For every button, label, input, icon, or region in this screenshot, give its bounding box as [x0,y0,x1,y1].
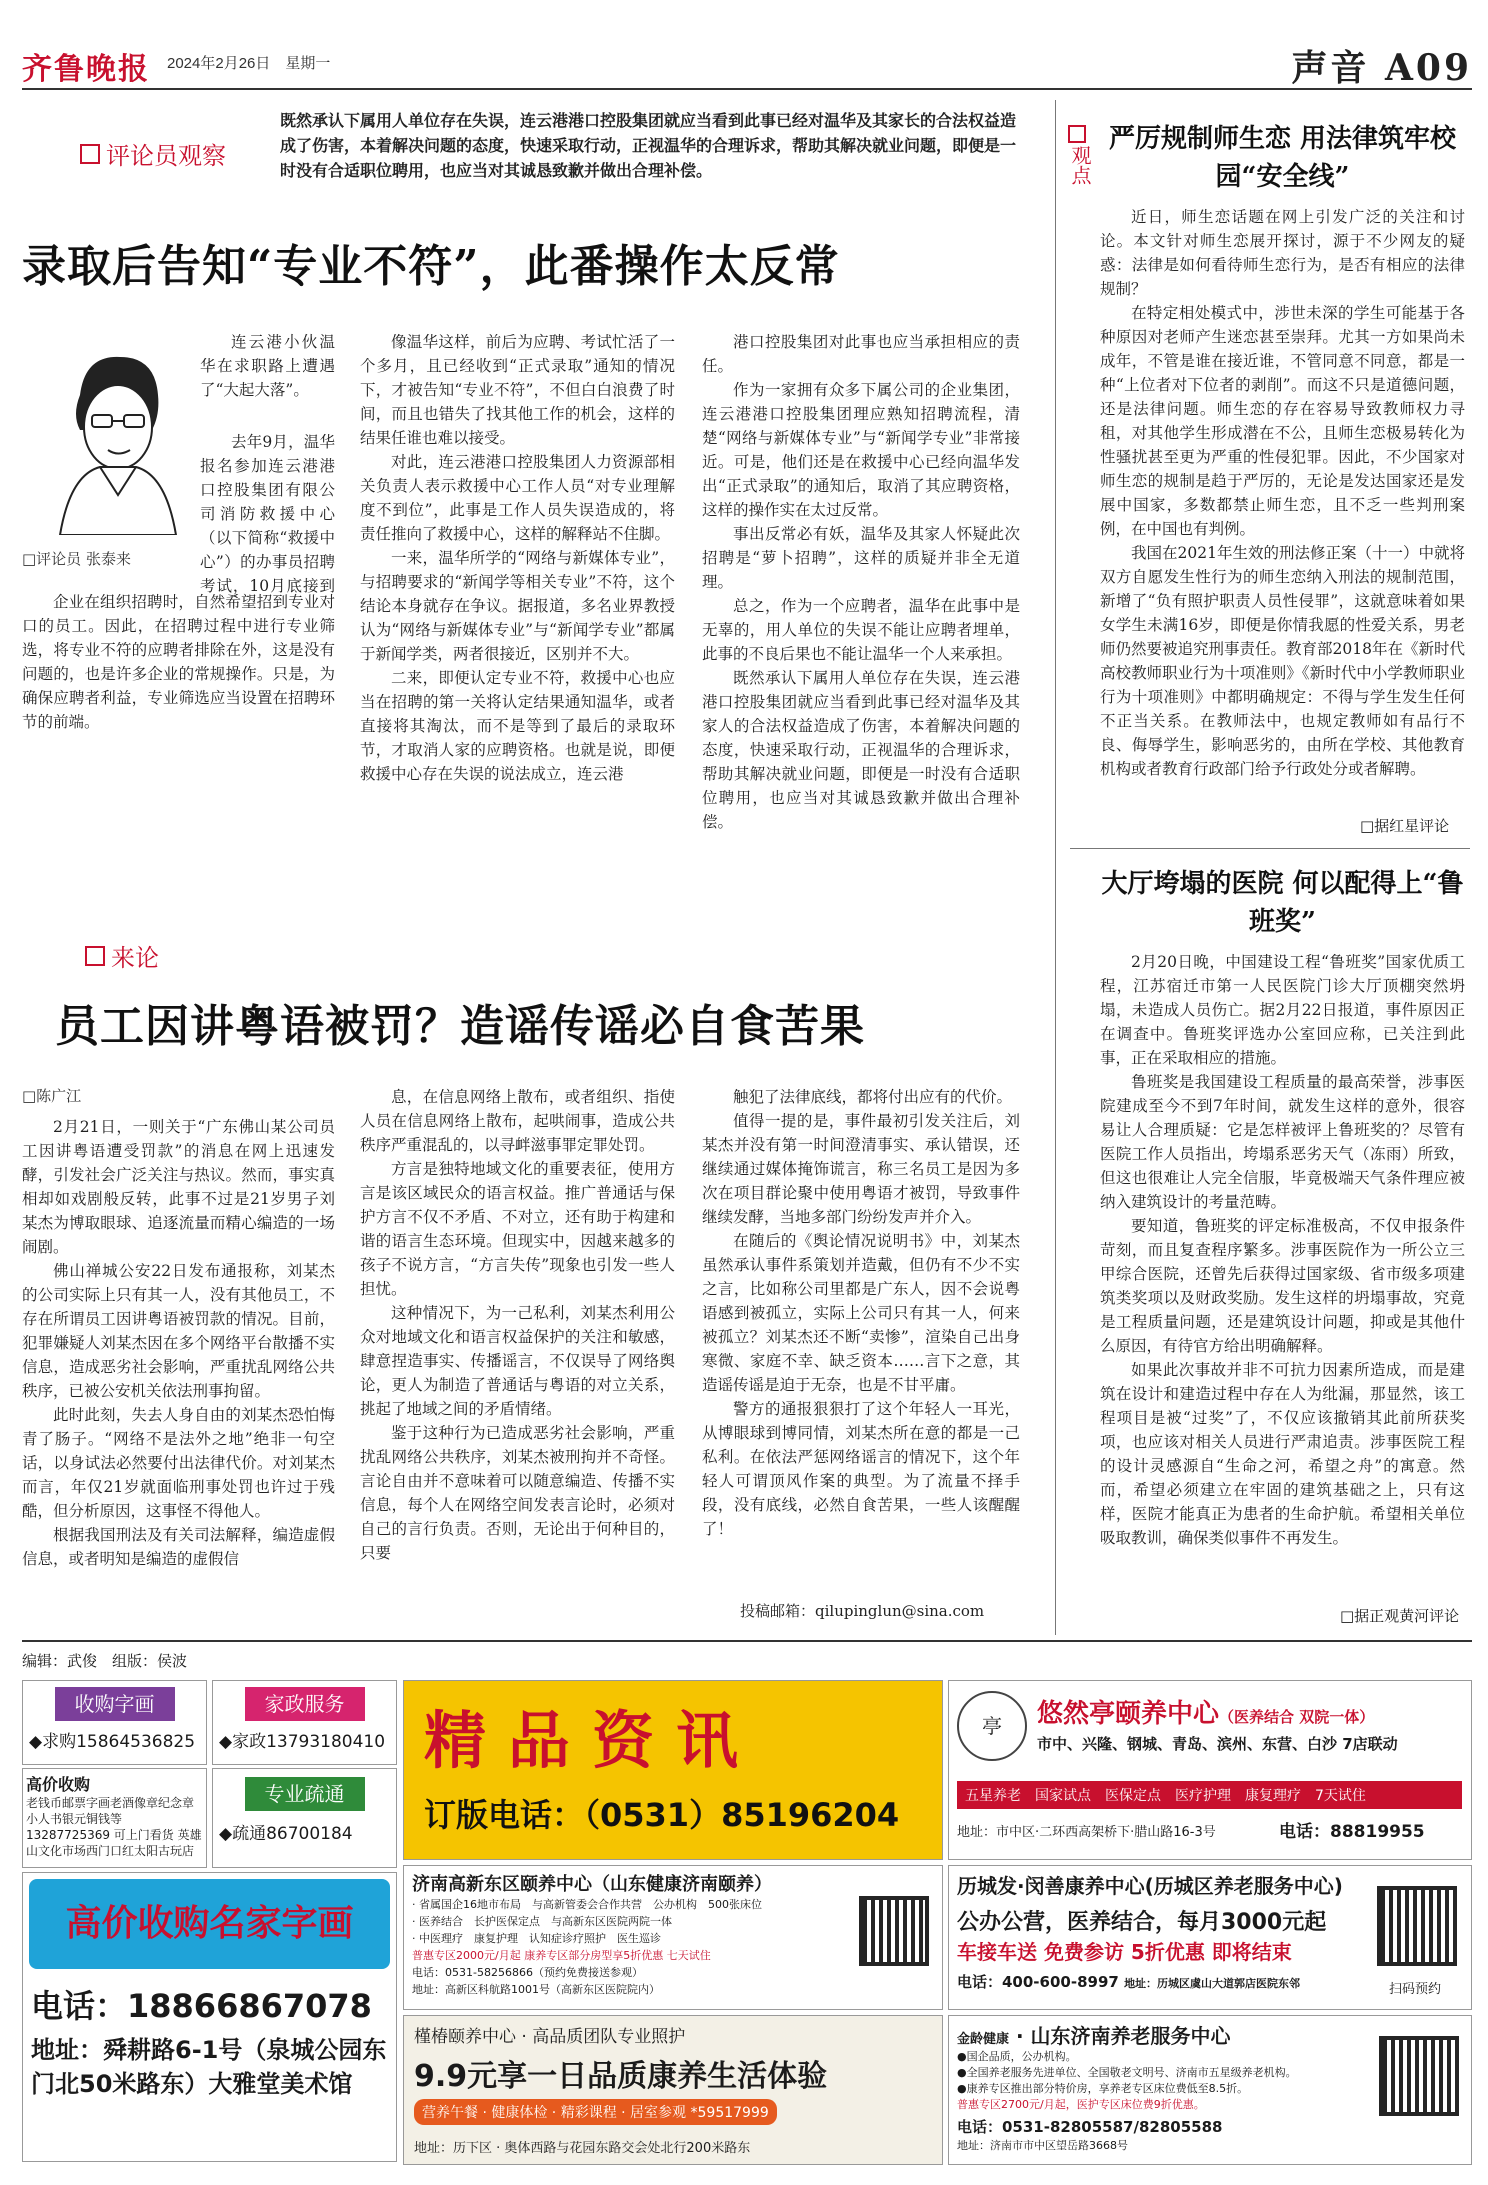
lead-col3 [702,330,1020,910]
paragraph: 企业在组织招聘时，自然希望招到专业对口的员工。因此，在招聘过程中进行专业筛选，将专业不符的应聘者排除在外，这是没有问题的，也是许多企业的常规操作。只是，为确保应聘者利益，专业筛选应当设置在招聘环节的前端。 [22,593,335,731]
second-tag [85,938,159,973]
paragraph: 像温华这样，前后为应聘、考试忙活了一个多月，且已经收到“正式录取”通知的情况下，才被告知“专业不符”，不但白白浪费了时间，而且也错失了找其他工作的机会，这样的结果任谁也难以接受。 [360,333,675,447]
ad-phone: 电话：400-600-8997 [957,1973,1119,1991]
ads-divider [22,1640,1472,1642]
ad-headline: 9.9元享一日品质康养生活体验 [414,2059,828,2094]
author-portrait [40,335,190,535]
paragraph: 警方的通报狠狠打了这个年轻人一耳光，从博眼球到博同情，刘某杰所在意的都是一己私利。在依法严惩网络谣言的情况下，这个年轻人可谓顶风作案的典型。为了流量不择手段，没有底线，必然自食苦果，一些人该醒醒了！ [702,1400,1020,1538]
ad-lines [412,1896,802,1998]
ad-jinchun-care [403,2015,943,2165]
paragraph: 去年9月，温华报名参加连云港港口控股集团有限公司消防救援中心（以下简称“救援中心”）的办事员招聘考试，10月底接到 [200,433,335,595]
ad-phone: 订版电话：（0531）85196204 [424,1796,900,1834]
paragraph: 我国在2021年生效的刑法修正案（十一）中就将双方自愿发生性行为的师生恋纳入刑法的规制范围，新增了“负有照护职责人员性侵罪”，这就意味着如果女学生未满16岁，即便是你情我愿的性爱关系，男老师仍然要被追究刑事责任。教育部2018年在《新时代高校教师职业行为十项准则》《新时代中小学教师职业行为十项准则》中都明确规定：不得与学生发生任何不正当关系。在教师法中，也规定教师如有品行不良、侮辱学生，影响恶劣的，由所在学校、其他教育机构或者教育行政部门给予行政处分或者解聘。 [1100,544,1465,778]
ad-address: 地址：高新区科航路1001号（高新东区医院院内） [412,1983,660,1996]
side1-body [1100,205,1465,815]
ad-jinan-elder-care: 金龄健康 · 山东济南养老服务中心 ●国企品质，公办机构。 ●全国养老服务先进单位、全国敬老文明号、济南市五星级养老机构。 ●康养专区推出部分特价房，享养老专区床位费低至8.5折。 普惠专区2700元/月起，医护专区床位费9折优惠。 电话：0531-82805587/82805588 地址：济南市市中区望岳路3668号 [948,2015,1472,2165]
ad-address: 地址：市中区·二环西高架桥下·腊山路16-3号 [957,1825,1216,1840]
issue-date [167,52,330,73]
paragraph: 此时此刻，失去人身自由的刘某杰恐怕悔青了肠子。“网络不是法外之地”绝非一句空话，以身试法必然要付出法律代价。对刘某杰而言，年仅21岁就面临刑事处罚也许过于残酷，但分析原因，这事怪不得他人。 [22,1406,335,1520]
ad-line: ●全国养老服务先进单位、全国敬老文明号、济南市五星级养老机构。 [957,2066,1297,2079]
lead-col1-rest [22,590,335,910]
paragraph: 在随后的《舆论情况说明书》中，刘某杰虽然承认事件系策划并造戴，但仍有不少不实之言，比如称公司里都是广东人，因不会说粤语感到被孤立，实际上公司只有其一人，何来被孤立？刘某杰还不断“卖惨”，渲染自己出身寒微、家庭不幸、缺乏资本……言下之意，其造谣传谣是迫于无奈，也是不甘平庸。 [702,1232,1020,1394]
ad-line: · 中医理疗 康复护理 认知症诊疗照护 医生巡诊 [412,1932,661,1945]
paragraph: 连云港小伙温华在求职路上遭遇了“大起大落”。 [200,333,335,399]
lead-col1-wrap [200,430,335,595]
ad-banner: 营养午餐 · 健康体检 · 精彩课程 · 居室参观 *59517999 [414,2099,777,2125]
tag-box-icon [80,144,100,164]
ad-buy-antiques [22,1768,207,1868]
tag-box-icon [85,946,105,966]
side1-title: 严厉规制师生恋 用法律筑牢校园“安全线” [1108,124,1457,192]
ad-housekeeping [212,1680,397,1765]
paragraph: 如果此次事故并非不可抗力因素所造成，而是建筑在设计和建造过程中存在人为纰漏，那显然，该工程项目是被“过奖”了，不仅应该撤销其此前所获奖项，也应该对相关人员进行严肃追责。涉事医院工程的设计灵感源自“生命之河，希望之舟”的寓意。然而，希望必须建立在牢固的建筑基础之上，只有这样，医院才能真正为患者的生命护航。希望相关单位吸取教训，确保类似事件不再发生。 [1100,1361,1465,1547]
side2-title: 大厅垮塌的医院 何以配得上“鲁班奖” [1101,869,1464,937]
ad-text: ◆家政13793180410 [219,1732,386,1752]
ad-price: 普惠专区2000元/月起 康养专区部分房型享5折优惠 七天试住 [412,1949,711,1962]
paragraph: 触犯了法律底线，都将付出应有的代价。 [733,1088,1013,1106]
paragraph: 根据我国刑法及有关司法解释，编造虚假信息，或者明知是编造的虚假信 [22,1526,335,1568]
lead-tag [80,136,226,171]
ad-title: 山东济南养老服务中心 [1030,2024,1231,2048]
ad-text: ◆求购15864536825 [29,1732,196,1752]
side-divider [1070,848,1470,849]
ad-text: ◆疏通86700184 [219,1824,353,1844]
lead-title: 录取后告知“专业不符”，此番操作太反常 [22,241,840,292]
ad-title: 收购字画 [55,1687,175,1721]
ad-phone: 电话：88819955 [1279,1822,1425,1842]
ad-subtitle: （医养结合 双院一体） [1219,1708,1375,1726]
paragraph: 这种情况下，为一己私利，刘某杰利用公众对地域文化和语言权益保护的关注和敏感，肆意捏造事实、传播谣言，不仅误导了网络舆论，更人为制造了普通话与粤语的对立关系，挑起了地域之间的矛盾情绪。 [360,1304,675,1418]
scan-label: 扫码预约 [1389,1982,1442,1997]
ad-address: 地址：历下区 · 奥体西路与花园东路交会处北行200米路东 [414,2141,751,2156]
section-label [1291,40,1472,91]
paragraph: 2月21日，一则关于“广东佛山某公司员工因讲粤语遭受罚款”的消息在网上迅速发酵，引发社会广泛关注与热议。然而，事实真相却如戏剧般反转，此事不过是21岁男子刘某杰为博取眼球、追逐流量而精心编造的一场闹剧。 [22,1118,335,1256]
paragraph: 佛山禅城公安22日发布通报称，刘某杰的公司实际上只有其一人，没有其他员工，不存在所谓员工因讲粤语被罚款的情况。目前，犯罪嫌疑人刘某杰因在多个网络平台散播不实信息，造成恶劣社会影响，严重扰乱网络公共秩序，已被公安机关依法刑事拘留。 [22,1262,335,1400]
ad-title: 高价收购 [26,1775,91,1794]
second-author: □陈广江 [22,1087,82,1105]
masthead: 齐鲁晚报 [22,52,150,87]
paragraph: 2月20日晚，中国建设工程“鲁班奖”国家优质工程，江苏宿迁市第一人民医院门诊大厅顶棚突然坍塌，未造成人员伤亡。据2月22日报道，事件原因正在调查中。鲁班奖评选办公室回应称，已关注到此事，正在采取相应的措施。 [1100,953,1465,1067]
paragraph: 方言是独特地域文化的重要表征，使用方言是该区域民众的语言权益。推广普通话与保护方言不仅不矛盾、不对立，还有助于构建和谐的语言生态环境。但现实中，因越来越多的孩子不说方言，“方言失传”现象也引发一些人担忧。 [360,1160,675,1298]
paragraph: 总之，作为一个应聘者，温华在此事中是无辜的，用人单位的失误不能让应聘者埋单，此事的不良后果也不能让温华一个人来承担。 [702,597,1020,663]
ad-address: 地址：舜耕路6-1号（泉城公园东门北50米路东）大雅堂美术馆 [31,2036,387,2098]
lead-author: □评论员 张泰来 [22,550,131,568]
second-col2 [360,1085,675,1625]
qr-code-icon [859,1896,929,1966]
ad-text: 老钱币邮票字画老酒像章纪念章小人书银元铜钱等13287725369 可上门看货 英雄山文化市场西门口红太阳古玩店 [26,1796,202,1858]
lead-col2 [360,330,675,910]
weekday-text: 星期一 [285,55,331,72]
ad-youranting [948,1680,1472,1860]
ad-art-gallery [22,1872,397,2162]
qr-code-icon [1377,1886,1457,1966]
second-title: 员工因讲粤语被罚？造谣传谣必自食苦果 [55,1001,865,1052]
ad-line: ●康养专区推出部分特价房，享养老专区床位费低至8.5折。 [957,2082,1249,2095]
ad-gaoxin-care [403,1865,943,2010]
page-number: A09 [1384,47,1472,89]
editors-credit: 编辑：武俊 组版：侯波 [22,1652,188,1670]
side1-author: □据红星评论 [1360,817,1450,835]
ad-line: · 医养结合 长护医保定点 与高新东区医院两院一体 [412,1915,672,1928]
paragraph: 在特定相处模式中，涉世未深的学生可能基于各种原因对老师产生迷恋甚至崇拜。尤其一方如果尚未成年，不管是谁在接近谁，不管同意不同意，都是一种“上位者对下位者的剥削”。而这不只是道德问题，还是法律问题。师生恋的存在容易导致教师权力寻租，对其他学生形成潜在不公，且师生恋极易转化为性骚扰甚至更为严重的性侵犯罪。因此，不少国家对师生恋的规制是趋于严厉的，无论是发达国家还是发展中国家，多数都禁止师生恋，且不乏一些判刑案例，在中国也有判例。 [1100,304,1465,538]
paragraph: 既然承认下属用人单位存在失误，连云港港口控股集团就应当看到此事已经对温华及其家人的合法权益造成了伤害，本着解决问题的态度，快速采取行动，正视温华的合理诉求，帮助其解决就业问题，即便是一时没有合适职位聘用，也应当对其诚恳致歉并做出合理补偿。 [702,669,1020,831]
ad-tags: 五星养老 国家试点 医保定点 医疗护理 康复理疗 7天试住 [957,1781,1462,1809]
ad-title: 专业疏通 [245,1777,365,1811]
tag-box-icon [1068,125,1086,143]
ad-phone: 电话：0531-58256866（预约免费接送参观） [412,1966,643,1979]
qr-code-icon [1379,2036,1459,2116]
lead-tag-text: 评论员观察 [106,142,226,170]
ad-line: 普惠专区2700元/月起，医护专区床位费9折优惠。 [957,2098,1205,2111]
paragraph: 要知道，鲁班奖的评定标准极高，不仅申报条件苛刻，而且复查程序繁多。涉事医院作为一所公立三甲综合医院，还曾先后获得过国家级、省市级多项建筑类奖项以及财政奖励。发生这样的坍塌事故，究竟是工程质量问题，还是建筑设计问题，抑或是其他什么原因，有待官方给出明确解释。 [1100,1217,1465,1355]
paragraph: 作为一家拥有众多下属公司的企业集团，连云港港口控股集团理应熟知招聘流程，清楚“网络与新媒体专业”与“新闻学专业”非常接近。可是，他们还是在救援中心已经向温华发出“正式录取”的通知后，取消了其应聘资格，这样的操作实在太过反常。 [702,381,1020,519]
ad-phone: 电话：18866867078 [31,1987,372,2025]
logo-icon: 亭 [957,1691,1027,1761]
ad-mingshan [948,1865,1472,2010]
ad-line: 车接车送 免费参访 5折优惠 即将结束 [957,1940,1292,1964]
section-name: 声音 [1291,47,1370,89]
paragraph: 息，在信息网络上散布，或者组织、指使人员在信息网络上散布，起哄闹事，造成公共秩序严重混乱的，以寻衅滋事罪定罪处罚。 [360,1088,675,1154]
lead-col1-intro [200,330,335,402]
ad-title: 精品资讯 [424,1704,761,1777]
ad-cities: 市中、兴隆、钢城、青岛、滨州、东营、白沙 7店联动 [1037,1735,1398,1753]
paragraph: 鉴于这种行为已造成恶劣社会影响，严重扰乱网络公共秩序，刘某杰被刑拘并不奇怪。言论自由并不意味着可以随意编造、传播不实信息，每个人在网络空间发表言论时，必须对自己的言行负责。否则，无论出于何种目的，只要 [360,1424,675,1562]
second-tag-text: 来论 [111,944,159,972]
paragraph: 港口控股集团对此事也应当承担相应的责任。 [702,333,1020,375]
ad-title: 济南高新东区颐养中心（山东健康济南颐养） [412,1874,772,1895]
ad-pipe-cleaning [212,1768,397,1868]
ad-phone: 电话：0531-82805587/82805588 [957,2118,1223,2136]
ad-title: 槿椿颐养中心 · 高品质团队专业照护 [414,2027,686,2047]
lead-summary: 既然承认下属用人单位存在失误，连云港港口控股集团就应当看到此事已经对温华及其家长的合法权益造成了伤害，本着解决问题的态度，快速采取行动，正视温华的合理诉求，帮助其解决就业问题，即便是一时没有合适职位聘用，也应当对其诚恳致歉并做出合理补偿。 [280,111,1017,180]
submission-email: 投稿邮箱：qilupinglun@sina.com [740,1602,985,1620]
ad-title: 家政服务 [245,1687,365,1721]
page-header [22,40,1472,90]
ad-line: ●国企品质，公办机构。 [957,2050,1077,2063]
second-col3 [702,1085,1020,1595]
ad-title: 高价收购名家字画 [29,1879,390,1969]
date-text: 2024年2月26日 [167,55,271,72]
paragraph: 一来，温华所学的“网络与新媒体专业”，与招聘要求的“新闻学等相关专业”不符，这个结论本身就存在争议。据报道，多名业界教授认为“网络与新媒体专业”与“新闻学专业”都属于新闻学类，两者很接近，区别并不大。 [360,549,675,663]
ad-address: 地址：历城区虞山大道郭店医院东邻 [1124,1977,1301,1990]
side2-body [1100,950,1465,1600]
paragraph: 鲁班奖是我国建设工程质量的最高荣誉，涉事医院建成至今不到7年时间，就发生这样的意外，很容易让人合理质疑：它是怎样被评上鲁班奖的？尽管有医院工作人员指出，垮塌系恶劣天气（冻雨）所致，但这也很难让人完全信服，毕竟极端天气条件理应被纳入建筑设计的考量范畴。 [1100,1073,1465,1211]
paragraph: 值得一提的是，事件最初引发关注后，刘某杰并没有第一时间澄清事实、承认错误，还继续通过媒体掩饰谎言，称三名员工是因为多次在项目群论聚中使用粤语才被罚，导致事件继续发酵，当地多部门纷纷发声并介入。 [702,1112,1020,1226]
paragraph: 对此，连云港港口控股集团人力资源部相关负责人表示救援中心工作人员“对专业理解度不到位”，此事是工作人员失误造成的，将责任推向了救援中心，这样的解释站不住脚。 [360,453,675,543]
ad-lines [957,2049,1367,2113]
ad-line: · 省属国企16地市布局 与高新管委会合作共营 公办机构 500张床位 [412,1898,762,1911]
ad-line: 公办公营，医养结合，每月3000元起 [957,1910,1327,1935]
ad-collect-calligraphy [22,1680,207,1765]
ad-brand: 金龄健康 [957,2032,1010,2047]
column-divider [1055,100,1056,1635]
paragraph: 二来，即便认定专业不符，救援中心也应当在招聘的第一关将认定结果通知温华，或者直接将其淘汰，而不是等到了最后的录取环节，才取消人家的应聘资格。也就是说，即便救援中心存在失误的说法成立，连云港 [360,669,675,783]
side2-author: □据正观黄河评论 [1340,1607,1460,1625]
ad-address: 地址：济南市市中区望岳路3668号 [957,2139,1128,2152]
ad-title: 悠然亭颐养中心 [1037,1699,1220,1729]
side-tag-text: 观点 [1068,145,1092,185]
ad-premium-info [403,1680,943,1860]
paragraph: 近日，师生恋话题在网上引发广泛的关注和讨论。本文针对师生恋展开探讨，源于不少网友的疑惑：法律是如何看待师生恋行为，是否有相应的法律规制？ [1100,208,1465,298]
second-col1 [22,1115,335,1625]
paragraph: 事出反常必有妖，温华及其家人怀疑此次招聘是“萝卜招聘”，这样的质疑并非全无道理。 [702,525,1020,591]
side-tag [1068,125,1090,190]
ad-title: 历城发·闵善康养中心(历城区养老服务中心) [957,1874,1343,1898]
